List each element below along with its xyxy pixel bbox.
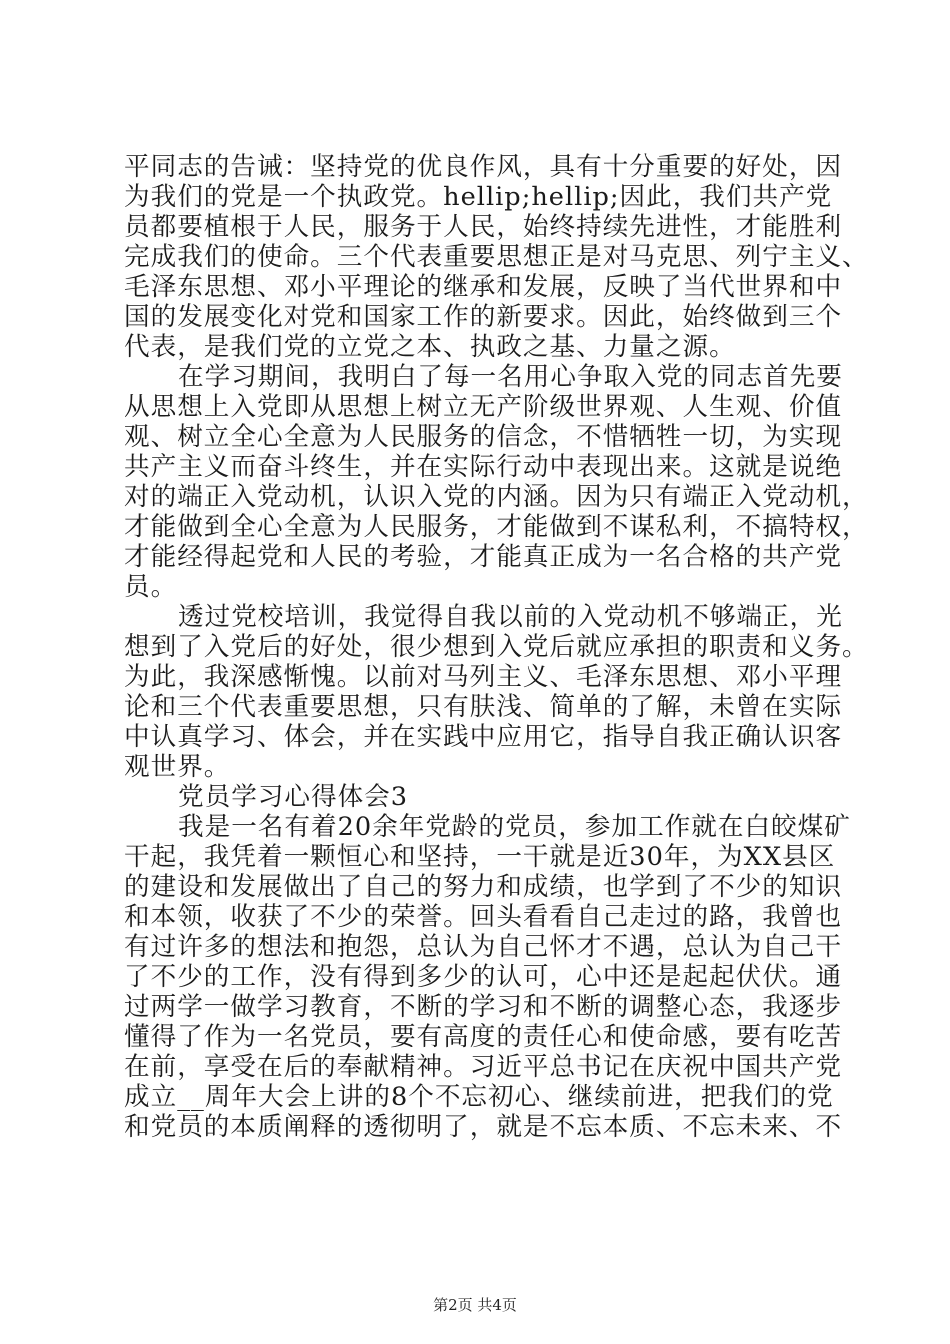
- text-line: 员都要植根于人民，服务于人民，始终持续先进性，才能胜利: [124, 212, 843, 242]
- text-line: 了不少的工作，没有得到多少的认可，心中还是起起伏伏。通: [124, 962, 843, 992]
- text-line: 在学习期间，我明白了每一名用心争取入党的同志首先要: [178, 362, 843, 392]
- text-line: 为我们的党是一个执政党。hellip;hellip;因此，我们共产党: [124, 182, 833, 212]
- text-line: 中认真学习、体会，并在实践中应用它，指导自我正确认识客: [124, 722, 843, 752]
- text-line: 为此，我深感惭愧。以前对马列主义、毛泽东思想、邓小平理: [124, 662, 843, 692]
- text-line: 懂得了作为一名党员，要有高度的责任心和使命感，要有吃苦: [124, 1022, 843, 1052]
- text-line: 毛泽东思想、邓小平理论的继承和发展，反映了当代世界和中: [124, 272, 843, 302]
- text-line: 有过许多的想法和抱怨，总认为自己怀才不遇，总认为自己干: [124, 932, 843, 962]
- text-line: 平同志的告诫：坚持党的优良作风，具有十分重要的好处，因: [124, 152, 843, 182]
- text-line: 论和三个代表重要思想，只有肤浅、简单的了解，未曾在实际: [124, 692, 843, 722]
- text-line: 的建设和发展做出了自己的努力和成绩，也学到了不少的知识: [124, 872, 843, 902]
- text-line: 共产主义而奋斗终生，并在实际行动中表现出来。这就是说绝: [124, 452, 843, 482]
- text-line: 才能经得起党和人民的考验，才能真正成为一名合格的共产党: [124, 542, 843, 572]
- text-line: 干起，我凭着一颗恒心和坚持，一干就是近30年，为XX县区: [124, 842, 836, 872]
- text-line: 透过党校培训，我觉得自我以前的入党动机不够端正，光: [178, 602, 843, 632]
- text-line: 我是一名有着20余年党龄的党员，参加工作就在白皎煤矿: [178, 812, 851, 842]
- text-line: 党员学习心得体会3: [178, 782, 409, 812]
- text-line: 想到了入党后的好处，很少想到入党后就应承担的职责和义务。: [124, 632, 869, 662]
- text-line: 代表，是我们党的立党之本、执政之基、力量之源。: [124, 332, 736, 362]
- text-line: 观、树立全心全意为人民服务的信念，不惜牺牲一切，为实现: [124, 422, 843, 452]
- text-line: 观世界。: [124, 752, 231, 782]
- text-line: 成立__周年大会上讲的8个不忘初心、继续前进，把我们的党: [124, 1082, 834, 1112]
- body-text: [124, 152, 869, 1142]
- text-line: 才能做到全心全意为人民服务，才能做到不谋私利，不搞特权，: [124, 512, 869, 542]
- text-line: 对的端正入党动机，认识入党的内涵。因为只有端正入党动机，: [124, 482, 869, 512]
- page-footer: 第2页 共4页: [433, 1296, 517, 1314]
- text-line: 从思想上入党即从思想上树立无产阶级世界观、人生观、价值: [124, 392, 843, 422]
- text-line: 和本领，收获了不少的荣誉。回头看看自己走过的路，我曾也: [124, 902, 843, 932]
- text-line: 国的发展变化对党和国家工作的新要求。因此，始终做到三个: [124, 302, 843, 332]
- text-line: 在前，享受在后的奉献精神。习近平总书记在庆祝中国共产党: [124, 1052, 843, 1082]
- text-line: 和党员的本质阐释的透彻明了，就是不忘本质、不忘未来、不: [124, 1112, 843, 1142]
- text-line: 完成我们的使命。三个代表重要思想正是对马克思、列宁主义、: [124, 242, 869, 272]
- text-line: 员。: [124, 572, 178, 602]
- text-line: 过两学一做学习教育，不断的学习和不断的调整心态，我逐步: [124, 992, 843, 1022]
